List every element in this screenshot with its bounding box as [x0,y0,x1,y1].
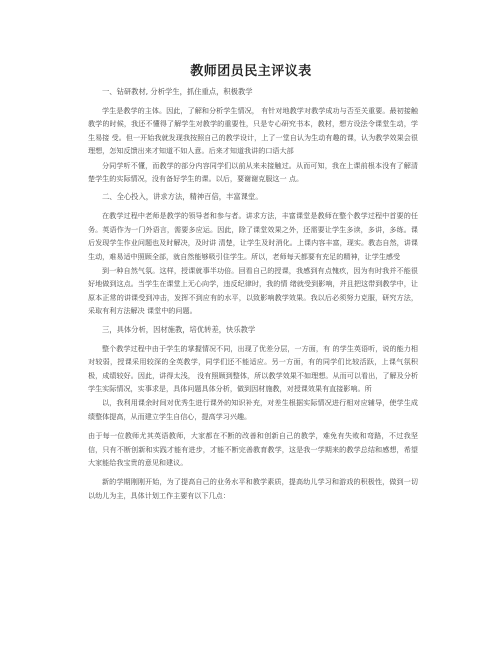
paragraph: 在教学过程中老师是教学的领导者和参与者。讲求方法，丰富课堂是教师在整个教学过程中首要的任务。英语作为一门外语言，需要多应运。因此，除了课堂效果之外，还需要让学生多读，多讲，多练。课后发现学生作业问题也及时解决，及时讲 清楚，让学生及时消化。上课内容丰富，现实。教态自然，讲课生动，难易适中照顾全部，就自然能够吸引住学生。所以，老师每天都要有充足的精神，让学生感受 [88,211,418,261]
paragraph: 整个教学过程中由于学生的掌握情况不同，出现了优差分层，一方面，有 的学生英语听，说的能力相对较弱，授课采用较深的全英教学，同学们还不能适应。另一方面，有的同学们比较活跃，上课气氛积极，成绩较好。因此，讲得太浅， 没有照顾到整体，所以教学效果不如理想。从而可以看出，了解及分析学生实际情况，实事求是，具体问题具体分析，做到因材施教，对授课效果有直接影响。所 [88,343,418,393]
paragraph: 新的学期刚刚开始，为了提高自己的业务水平和教学素质，提高幼儿学习和游戏的积极性，做到一切以幼儿为主，具体计划工作主要有以下几点： [88,477,418,500]
paragraph: 由于每一位教师尤其英语教师，大家都在不断的改善和创新自己的教学，难免有失败和弯路，不过我坚信，只有不断创新和实践才能有进步，才能不断完善教育教学，这是我一学期来的教学总结和感想，希望大家能给我宝贵的意见和建议。 [88,431,418,467]
paragraph: 以，我利用课余时间对优秀生进行课外的知识补充，对差生根据实际情况进行相对应辅导，使学生成绩整体提高，从而建立学生自信心，提高学习兴趣。 [88,398,418,421]
section-heading: 一、钻研教材, 分析学生，抓住重点，积极教学 [102,87,253,96]
paragraph: 学生是教学的主体。因此，了解和分析学生情况， 有针对地教学对教学成功与否至关重要。最初接触教学的时候，我还不懂得了解学生对教学的重要性，只是专心研究书本，教材，想方设法令课堂生动，学生易接 受。但一开始我就发现我按照自己的教学设计，上了一堂自认为生动有趣的课，认为教学效果会很理想，怎知反馈出来才知道不如人意。后来才知道我讲的口语大部 [88,106,418,156]
paragraph: 到一种自然气氛。这样，授课就事半功倍。回看自己的授课，我感到有点愧疚，因为有时我并不能很好地做到这点。当学生在课堂上无心向学，违反纪律时，我的情 绪就受到影响，并且把这带到教学中，让原本正常的讲课受到冲击，发挥不到应有的水平，以致影响教学效果。我以后必须努力克服，研究方法，采取有利方法解决 课堂中的问题。 [88,266,418,316]
paragraph: 分同学听不懂，而教学的部分内容同学们以前从来未接触过。从而可知，我在上课前根本没有了解清楚学生的实际情况，没有备好学生的课。以后，要谢谢克服这一 点。 [88,160,418,184]
page-title: 教师团员民主评议表 [190,64,312,79]
document-body [88,86,418,508]
section-heading: 三，具体分析，因材施教，培优转差，快乐教学 [102,324,256,334]
section-heading: 二、全心投入，讲求方法，精神百倍，丰富课堂。 [102,192,263,202]
